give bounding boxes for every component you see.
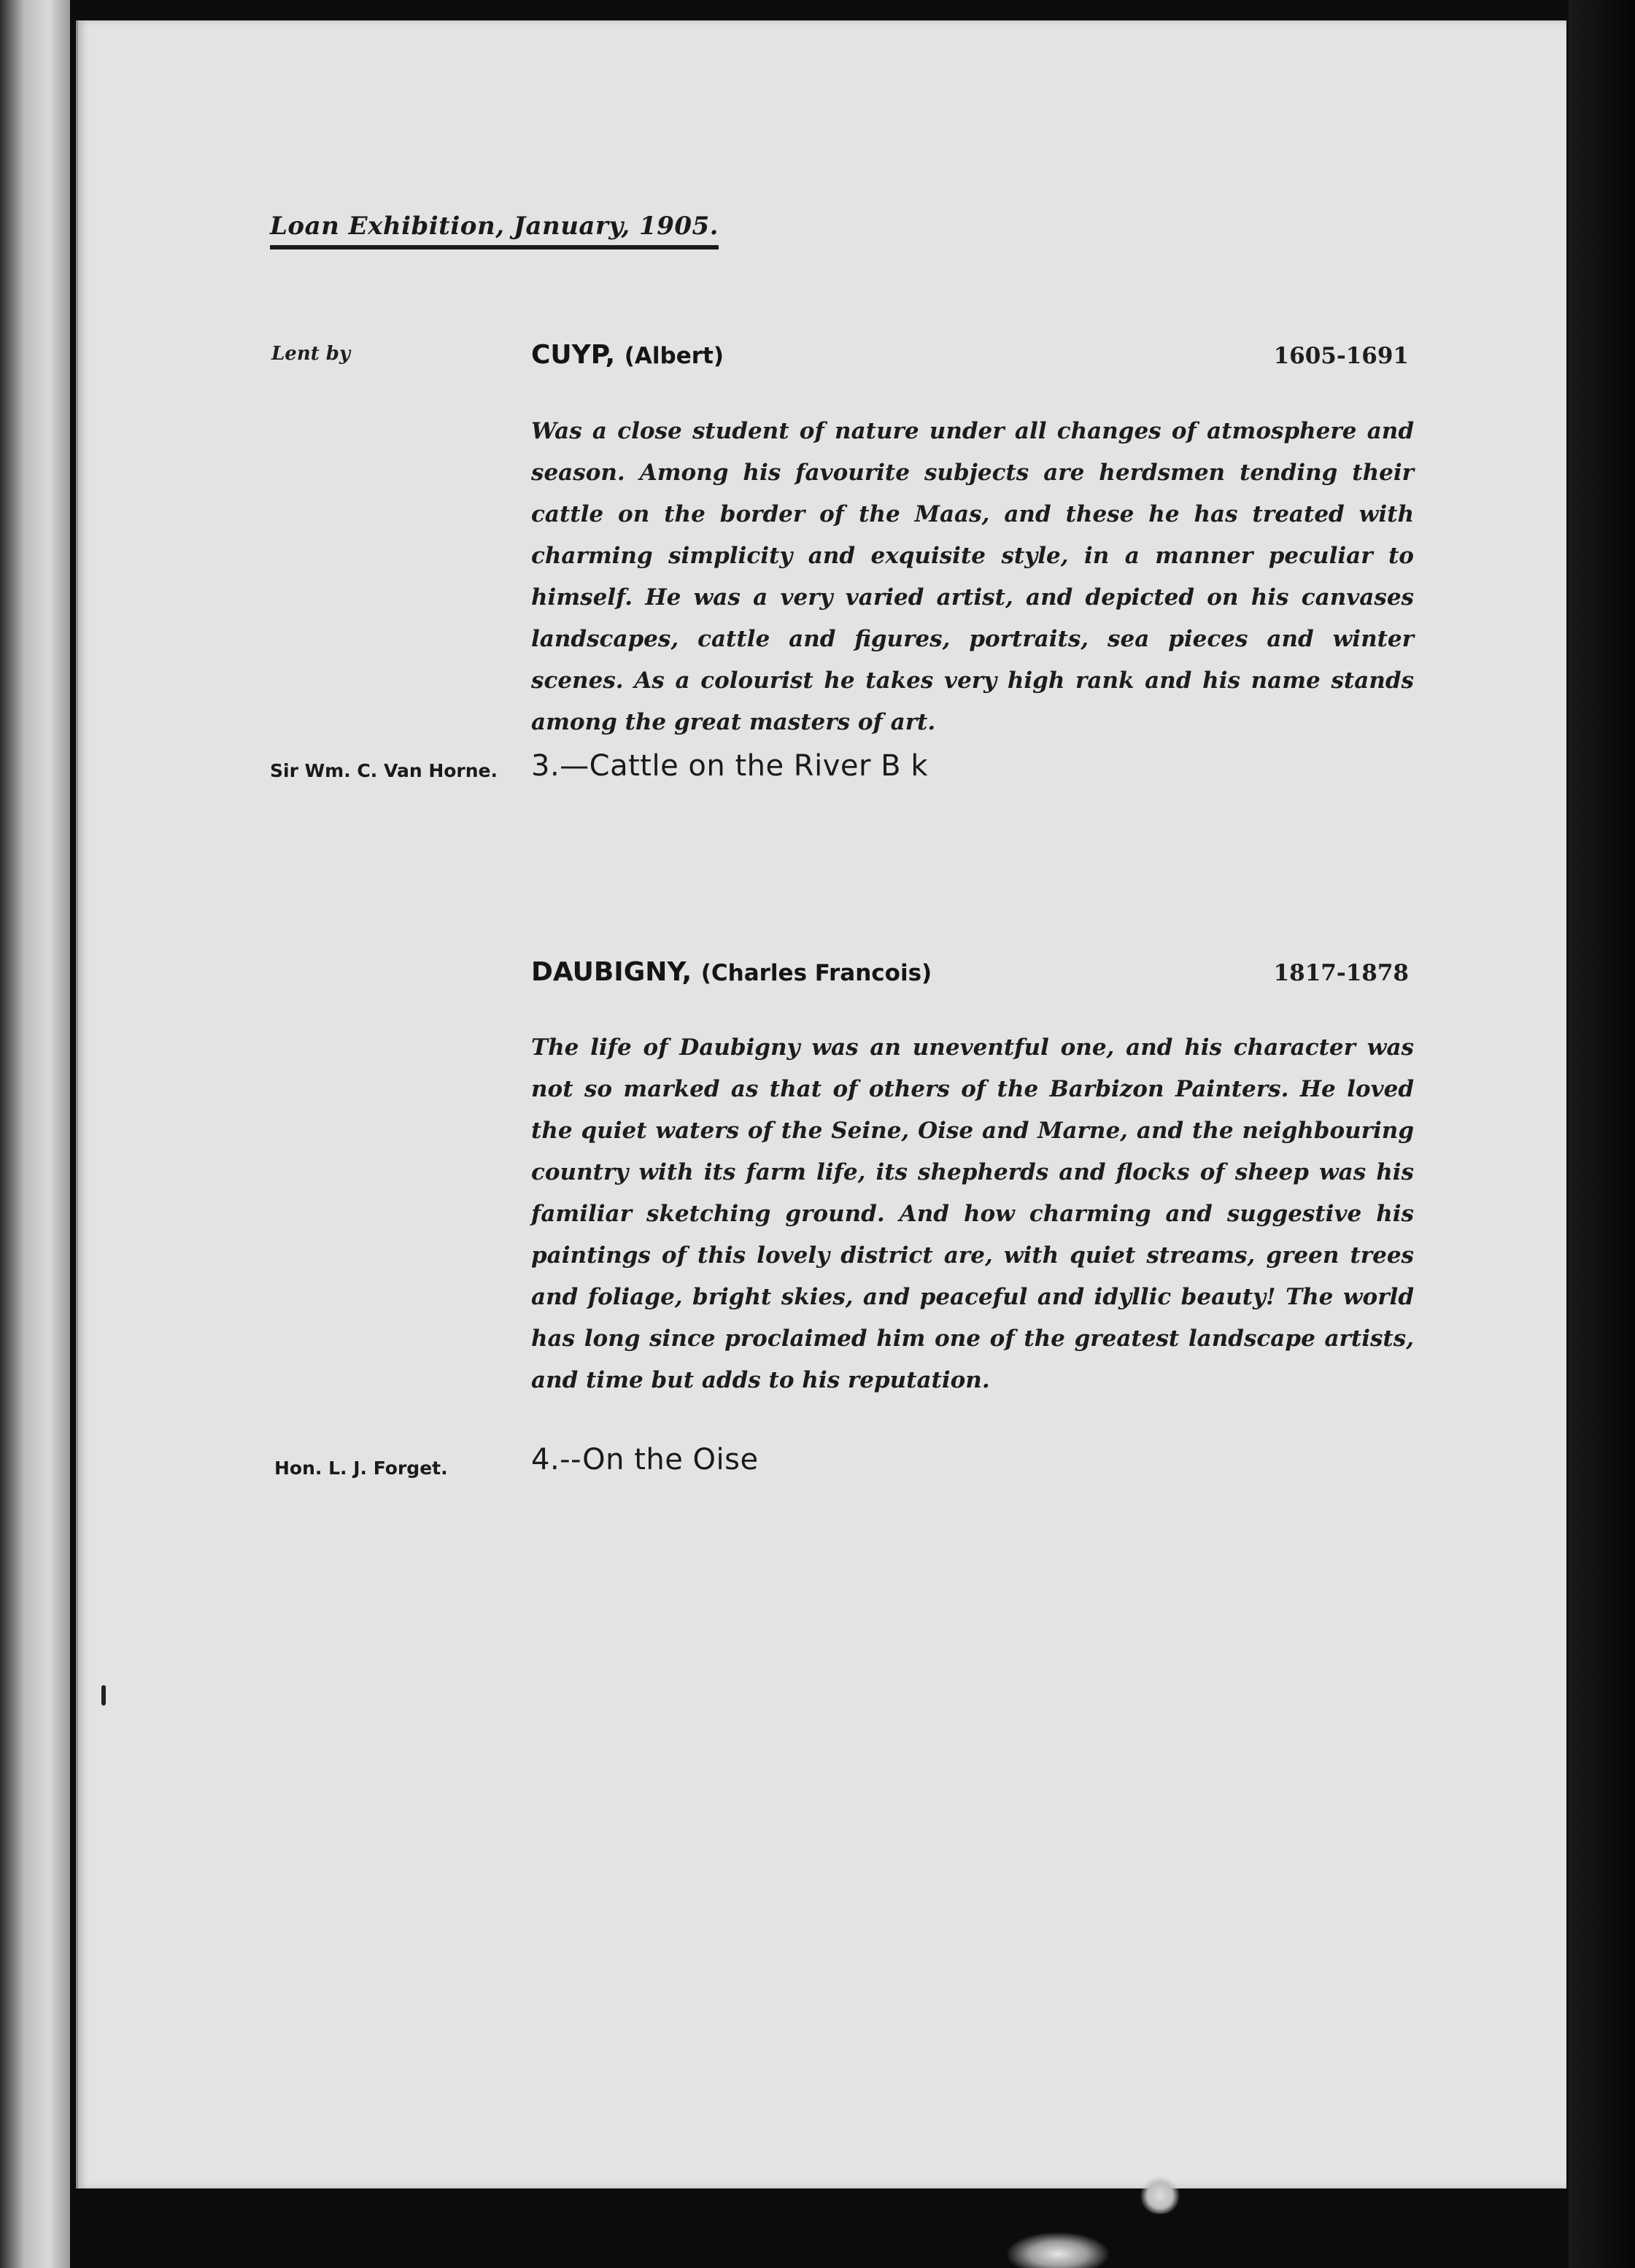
artist-name-daubigny xyxy=(531,957,932,987)
lender-cuyp: Sir Wm. C. Van Horne. xyxy=(270,760,498,781)
artist-given-name: (Albert) xyxy=(624,343,724,369)
scan-speck xyxy=(1138,2178,1182,2214)
artist-bio-cuyp: Was a close student of nature under all changes of atmosphere and season. Among his favourite subjects are herdsmen tending their cattle on the border of the Maas, and these he has treated with charming simplicity and exquisite style, in a manner peculiar to himself. He was a very varied artist, and depicted on his canvases landscapes, cattle and figures, portraits, sea pieces and winter scenes. As a colourist he takes very high rank and his name stands among the great masters of art. xyxy=(531,418,1414,735)
lender-daubigny: Hon. L. J. Forget. xyxy=(274,1458,448,1479)
page-right-shadow xyxy=(1569,0,1635,2268)
artist-given-name: (Charles Francois) xyxy=(700,960,932,986)
scan-glare xyxy=(1007,2232,1109,2268)
binding-gutter xyxy=(0,0,70,2268)
work-title-cuyp: 3.—Cattle on the River B k xyxy=(531,749,928,783)
artist-dates-cuyp: 1605-1691 xyxy=(1273,343,1409,369)
artist-surname: CUYP, xyxy=(531,340,616,370)
artist-dates-daubigny: 1817-1878 xyxy=(1273,960,1409,986)
binding-mark xyxy=(101,1685,106,1706)
artist-surname: DAUBIGNY, xyxy=(531,957,692,987)
lent-by-label: Lent by xyxy=(271,343,351,365)
artist-name-cuyp xyxy=(531,340,724,370)
work-title-daubigny: 4.--On the Oise xyxy=(531,1443,759,1476)
running-head: Loan Exhibition, January, 1905. xyxy=(270,212,719,249)
artist-bio-daubigny: The life of Daubigny was an uneventful one, and his character was not so marked as that of others of the Barbizon Painters. He loved the quiet waters of the Seine, Oise and Marne, and the neighbouring country with its farm life, its shepherds and flocks of sheep was his familiar sketching ground. And how charming and suggestive his paintings of this lovely district are, with quiet streams, green trees and foliage, bright skies, and peaceful and idyllic beauty! The world has long since proclaimed him one of the greatest landscape artists, and time but adds to his reputation. xyxy=(531,1034,1414,1393)
